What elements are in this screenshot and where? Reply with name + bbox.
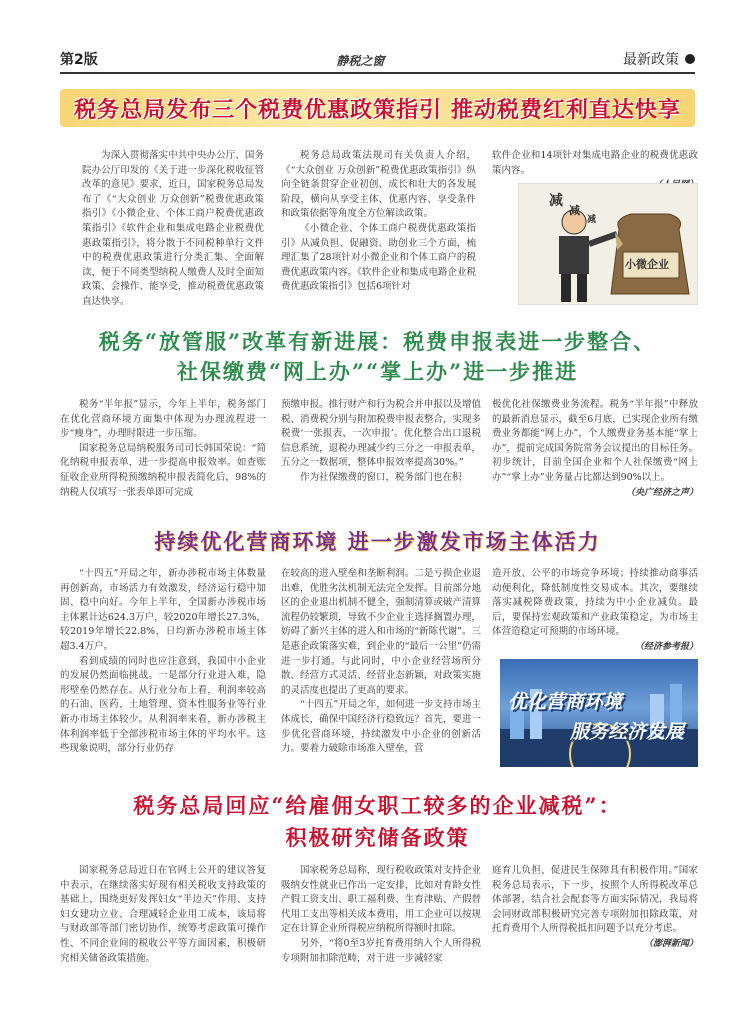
- illus-caption-2: 服务经济发展: [569, 721, 684, 743]
- article3-col3: 造开放、公平的市场竞争环境；持续推动商事活动便利化，降低制度性交易成本。其次，要继续落实减税降费政策，持续为中小企业减负。最后，要保持宏观政策和产业政策稳定，为市场主体营造稳定可预期的市场环境。 （经济参考报）: [492, 567, 698, 655]
- illus-label-3: 减: [587, 215, 597, 225]
- illus-label-1: 减: [549, 193, 563, 209]
- small-business-illustration: [518, 183, 698, 305]
- article2-col2: 预缴申报。推行财产和行为税合并申报以及增值税、消费税分别与附加税费申报表整合，实现多税费‘一张报表、一次申报’。优化整合出口退税信息系统，退税办理减少约三分之一申报表单，五分之一数据项，整体申报效率提高30%。” 作为社保缴费的窗口，税务部门也在积: [281, 399, 481, 483]
- article2-col1: 税务“半年报”显示，今年上半年，税务部门在优化营商环境方面集中体现为办理流程进一步“瘦身”，办理时限进一步压缩。 国家税务总局纳税服务司司长韩国荣说：“简化纳税申报表单，进一步提高申报效率。如查账征收企业所得税预缴纳税申报表简化后，98%的纳税人仅填写一张表单即可完成: [60, 399, 266, 498]
- page-number: 第2版: [60, 52, 98, 68]
- article1-col3: 软件企业和14项针对集成电路企业的税费优惠政策内容。: [492, 149, 698, 193]
- article4-source: （澎湃新闻）: [643, 938, 698, 949]
- section-label: 最新政策: [623, 49, 695, 69]
- article4-title-line2: 积极研究储备政策: [285, 825, 470, 850]
- article1-banner: [60, 89, 695, 127]
- page-header: [60, 52, 695, 74]
- article1-col1: 为深入贯彻落实中共中央办公厅、国务院办公厅印发的《关于进一步深化税收征管改革的意见》要求，近日，国家税务总局发布了《“大众创业 万众创新”税费优惠政策指引》《小微企业、个体工商户税费优惠政策指引》《软件企业和集成电路企业税费优惠政策指引》，将分散于不同税种单行文件中的税费优惠政策进行分类汇集、全面解读，便于不同类型纳税人缴费人及时全面知政策、会操作、能享受，推动税费优惠政策直达快享。: [82, 150, 264, 307]
- article4-title-line1: 税务总局回应“给雇佣女职工较多的企业减税”：: [133, 793, 622, 818]
- article3-source: （经济参考报）: [634, 641, 698, 652]
- article2-col3: 极优化社保缴费业务流程。税务“半年报”中释放的最新消息显示，截至6月底，已实现企业所有缴费业务都能“网上办”，个人缴费业务基本能“掌上办”，提前完成国务院常务会议提出的目标任务。初步统计，目前全国企业和个人社保缴费“网上办”“掌上办”业务量占比都达到90%以上。 （央广经济之声）: [492, 398, 698, 500]
- article2-title-line1: 税务“放管服”改革有新进展：税费申报表进一步整合、: [98, 329, 657, 354]
- business-environment-illustration: [500, 659, 698, 767]
- article3-title: 持续优化营商环境 进一步激发市场主体活力: [154, 529, 601, 554]
- article4-col2: 国家税务总局称，现行税收政策对支持企业吸纳女性就业已作出一定安排，比如对育龄女性产假工资支出、职工福利费、生育津贴、产假替代用工支出等相关成本费用，用工企业可以按规定在计算企业所得税应纳税所得额时扣除。 另外，“将0至3岁托育费用纳入个人所得税专项附加扣除范畴，对于进一步减轻家: [281, 865, 481, 964]
- article4-col1: 国家税务总局近日在官网上公开的建议答复中表示，在继续落实好现有相关税收支持政策的基础上，围绕更好发挥妇女“半边天”作用、支持妇女建功立业、合理减轻企业用工成本，该局将与财政部等部门密切协作，统筹考虑政策可操作性、不同企业间的税收公平等方面因素，积极研究相关储备政策措施。: [60, 865, 266, 964]
- article1-title: 税务总局发布三个税费优惠政策指引 推动税费红利直达快享: [74, 97, 681, 123]
- illus-caption-1: 优化营商环境: [508, 691, 623, 713]
- article3-col2: 在较高的进入壁垒和垄断利润。二是亏损企业退出难，优胜劣汰机制无法完全发挥。目前部分地区的企业退出机制不健全，强制清算或破产清算流程仍较繁琐，导致不少企业主选择搁置办理，妨碍了新兴主体的进入和市场的“新陈代谢”。三是惠企政策落实难，到企业的“最后一公里”仍需进一步打通。与此同时，中小企业经营场所分散、经营方式灵活、经营业态新颖，对政策实施的灵活度也提出了更高的要求。 “十四五”开局之年，如何进一步支持市场主体成长，确保中国经济行稳致远？首先，要进一步优化营商环境，持续激发中小企业的创新活力。要着力破除市场准入壁垒，营: [281, 568, 481, 755]
- article2-source: （央广经济之声）: [625, 487, 698, 498]
- article3-col1: “十四五”开局之年，新办涉税市场主体数量再创新高，市场活力有效激发，经济运行稳中加固、稳中向好。今年上半年，全国新办涉税市场主体累计达624.3万户，较2020年增长27.3%，较2019年增长22.8%，日均新办涉税市场主体超3.4万户。 看到成绩的同时也应注意到，我国中小企业的发展仍然面临挑战。一是部分行业进入难，隐形壁垒仍然存在。从行业分布上看，利润率较高的石油、医药、土地管理、资本性服务业等行业新办市场主体较少。从利润率来看，新办涉税主体利润率低于全部涉税市场主体的平均水平。这些现象说明，部分行业仍存: [60, 568, 266, 755]
- illus-label-2: 减: [569, 204, 580, 217]
- illus-bag-label: 小微企业: [625, 258, 669, 271]
- article4-col3: 庭育儿负担、促进民生保障具有积极作用。”国家税务总局表示，下一步，按照个人所得税改革总体部署，结合社会配套等方面实际情况，我局将会同财政部积极研究完善专项附加扣除政策，对托育费用个人所得税抵扣问题予以充分考虑。 （澎湃新闻）: [492, 864, 698, 952]
- article2-title-line2: 社保缴费“网上办”“掌上办”进一步推进: [176, 359, 579, 384]
- article1-col2: 税务总局政策法规司有关负责人介绍，《“大众创业 万众创新”税费优惠政策指引》纵向全链条贯穿企业初创、成长和壮大的各发展阶段，横向从享受主体、优惠内容、享受条件和政策依据等角度全方位解读政策。 《小微企业、个体工商户税费优惠政策指引》从减负担、促融资、助创业三个方面，梳理汇集了28项针对小微企业和个体工商户的税费优惠政策内容。《软件企业和集成电路企业税费优惠政策指引》包括6项针对: [281, 150, 476, 293]
- masthead: 静税之窗: [336, 54, 385, 68]
- bullet-icon: [685, 54, 695, 64]
